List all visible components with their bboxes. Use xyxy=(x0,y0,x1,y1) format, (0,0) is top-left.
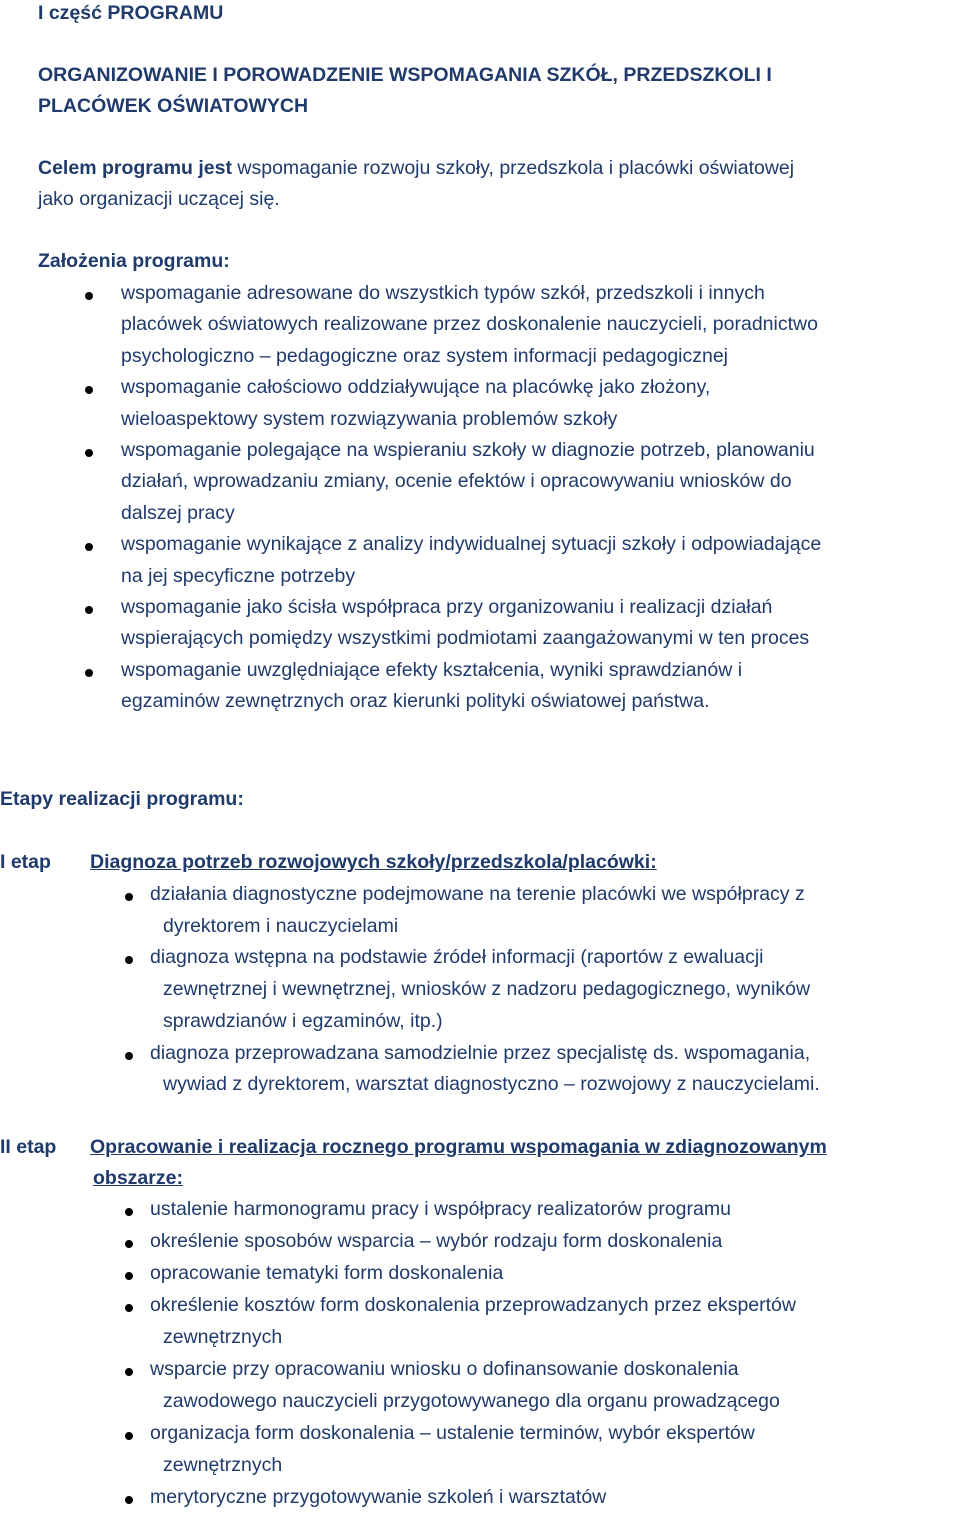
list-item-line: psychologiczno – pedagogiczne oraz system informacji pedagogicznej xyxy=(121,344,729,367)
bullet-icon xyxy=(125,1368,133,1376)
list-item-line: określenie kosztów form doskonalenia przeprowadzanych przez ekspertów xyxy=(150,1294,796,1316)
bullet-icon xyxy=(85,606,93,614)
list-item-line: zewnętrznych xyxy=(163,1326,283,1348)
bullet-icon xyxy=(125,1052,133,1060)
list-item-line: wspomaganie jako ścisła współpraca przy organizowaniu i realizacji działań xyxy=(121,596,773,618)
bullet-icon xyxy=(125,1496,133,1504)
bullet-icon xyxy=(85,669,93,677)
bullet-icon xyxy=(125,893,133,901)
goal-label: Celem programu jest xyxy=(38,157,232,179)
list-item-line: diagnoza przeprowadzana samodzielnie przez specjalistę ds. wspomagania, xyxy=(150,1041,811,1064)
list-item-line: wspomaganie adresowane do wszystkich typów szkół, przedszkoli i innych xyxy=(121,282,765,304)
list-item-line: organizacja form doskonalenia – ustalenie terminów, wybór ekspertów xyxy=(150,1422,755,1444)
list-item-line: na jej specyficzne potrzeby xyxy=(121,564,356,587)
stage-1-label: I etap xyxy=(0,851,51,873)
list-item-line: ustalenie harmonogramu pracy i współpracy realizatorów programu xyxy=(150,1198,731,1220)
list-item-line: merytoryczne przygotowywanie szkoleń i warsztatów xyxy=(150,1486,607,1508)
list-item-line: diagnoza wstępna na podstawie źródeł informacji (raportów z ewaluacji xyxy=(150,946,764,969)
list-item-line: dalszej pracy xyxy=(121,501,235,524)
stage-2-title-line-1: Opracowanie i realizacja rocznego programu wspomagania w zdiagnozowanym xyxy=(90,1136,827,1158)
section-title-line-1: ORGANIZOWANIE I POROWADZENIE WSPOMAGANIA SZKÓŁ, PRZEDSZKOLI I xyxy=(38,64,772,86)
section-title-line-2: PLACÓWEK OŚWIATOWYCH xyxy=(38,95,309,117)
bullet-icon xyxy=(85,292,93,300)
goal-line-1 xyxy=(38,157,794,180)
goal-text: wspomaganie rozwoju szkoły, przedszkola i placówki oświatowej xyxy=(231,157,795,179)
bullet-icon xyxy=(125,1240,133,1248)
list-item-line: wywiad z dyrektorem, warsztat diagnostyczno – rozwojowy z nauczycielami. xyxy=(163,1073,820,1096)
list-item-line: wspomaganie polegające na wspieraniu szkoły w diagnozie potrzeb, planowaniu xyxy=(121,439,815,461)
goal-line-2: jako organizacji uczącej się. xyxy=(38,188,280,210)
list-item-line: dyrektorem i nauczycielami xyxy=(163,914,399,937)
list-item-line: wsparcie przy opracowaniu wniosku o dofinansowanie doskonalenia xyxy=(150,1358,739,1380)
stage-1-title: Diagnoza potrzeb rozwojowych szkoły/przedszkola/placówki: xyxy=(90,851,657,873)
bullet-icon xyxy=(85,543,93,551)
list-item-line: wspomaganie całościowo oddziaływujące na placówkę jako złożony, xyxy=(121,376,711,399)
assumptions-heading: Założenia programu: xyxy=(38,250,230,272)
part-heading: I część PROGRAMU xyxy=(38,2,224,24)
list-item-line: wspomaganie wynikające z analizy indywidualnej sytuacji szkoły i odpowiadające xyxy=(121,533,822,556)
stages-heading: Etapy realizacji programu: xyxy=(0,788,244,810)
bullet-icon xyxy=(125,1272,133,1280)
list-item-line: zewnętrznych xyxy=(163,1454,283,1476)
bullet-icon xyxy=(125,956,133,964)
list-item-line: wspierających pomiędzy wszystkimi podmiotami zaangażowanymi w ten proces xyxy=(121,627,810,650)
bullet-icon xyxy=(125,1432,133,1440)
bullet-icon xyxy=(85,449,93,457)
list-item-line: określenie sposobów wsparcia – wybór rodzaju form doskonalenia xyxy=(150,1230,723,1252)
list-item-line: wieloaspektowy system rozwiązywania problemów szkoły xyxy=(121,407,618,430)
bullet-icon xyxy=(125,1208,133,1216)
stage-2-title-line-2: obszarze: xyxy=(93,1167,183,1189)
bullet-icon xyxy=(85,386,93,394)
list-item-line: działań, wprowadzaniu zmiany, ocenie efektów i opracowywaniu wniosków do xyxy=(121,470,792,493)
list-item-line: placówek oświatowych realizowane przez doskonalenie nauczycieli, poradnictwo xyxy=(121,313,818,336)
list-item-line: działania diagnostyczne podejmowane na terenie placówki we współpracy z xyxy=(150,883,805,905)
list-item-line: sprawdzianów i egzaminów, itp.) xyxy=(163,1009,443,1032)
stage-2-label: II etap xyxy=(0,1136,57,1158)
list-item-line: egzaminów zewnętrznych oraz kierunki polityki oświatowej państwa. xyxy=(121,690,710,713)
list-item-line: zewnętrznej i wewnętrznej, wniosków z nadzoru pedagogicznego, wyników xyxy=(163,978,811,1001)
list-item-line: zawodowego nauczycieli przygotowywanego dla organu prowadzącego xyxy=(163,1390,780,1412)
list-item-line: opracowanie tematyki form doskonalenia xyxy=(150,1262,504,1284)
list-item-line: wspomaganie uwzględniające efekty kształcenia, wyniki sprawdzianów i xyxy=(121,658,743,681)
bullet-icon xyxy=(125,1304,133,1312)
